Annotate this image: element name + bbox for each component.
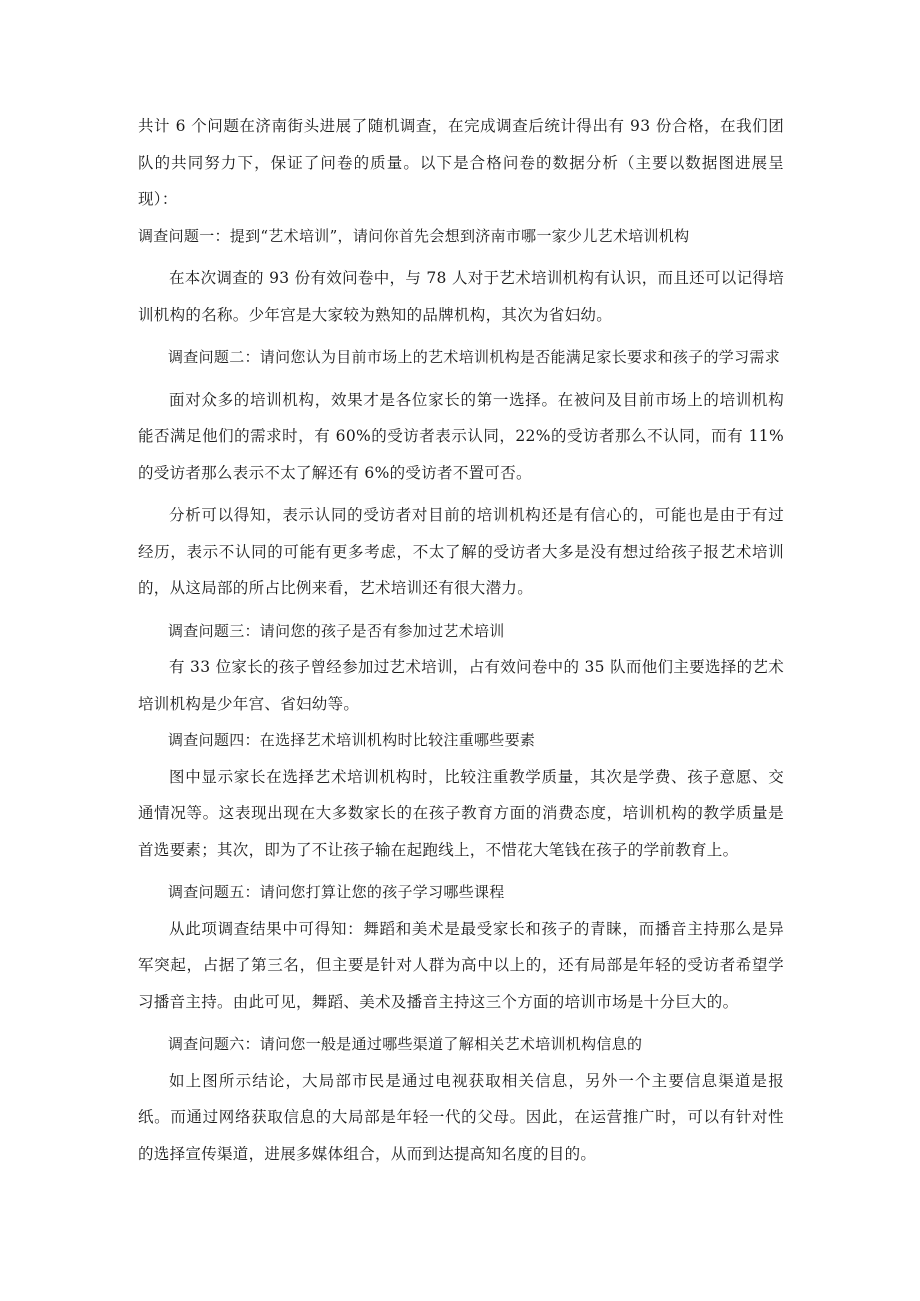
- answer-4-paragraph: 图中显示家长在选择艺术培训机构时，比较注重教学质量，其次是学费、孩子意愿、交通情况等。这表现出现在大多数家长的在孩子教育方面的消费态度，培训机构的教学质量是首选要素；其次，即为了不让孩子输在起跑线上，不惜花大笔钱在孩子的学前教育上。: [138, 767, 784, 859]
- question-3-heading: 调查问题三：请问您的孩子是否有参加过艺术培训: [168, 621, 505, 640]
- answer-2-paragraph: 面对众多的培训机构，效果才是各位家长的第一选择。在被问及目前市场上的培训机构能否满足他们的需求时，有 60%的受访者表示认同，22%的受访者那么不认同，而有 11%的受访者那么表示不太了解还有 6%的受访者不置可否。: [138, 390, 784, 482]
- analysis-2-paragraph: 分析可以得知，表示认同的受访者对目前的培训机构还是有信心的，可能也是由于有过经历，表示不认同的可能有更多考虑，不太了解的受访者大多是没有想过给孩子报艺术培训的，从这局部的所占比例来看，艺术培训还有很大潜力。: [138, 506, 784, 597]
- document-page: [138, 108, 784, 1172]
- question-4-heading: 调查问题四：在选择艺术培训机构时比较注重哪些要素: [168, 731, 536, 749]
- question-2-heading: 调查问题二：请问您认为目前市场上的艺术培训机构是否能满足家长要求和孩子的学习需求: [168, 348, 781, 366]
- question-1-heading: 调查问题一：提到“艺术培训”，请问你首先会想到济南市哪一家少儿艺术培训机构: [138, 226, 690, 245]
- answer-3-paragraph: 有 33 位家长的孩子曾经参加过艺术培训，占有效问卷中的 35 队而他们主要选择的艺术培训机构是少年宫、省妇幼等。: [138, 658, 784, 713]
- question-5-heading: 调查问题五：请问您打算让您的孩子学习哪些课程: [168, 883, 505, 901]
- answer-5-paragraph: 从此项调查结果中可得知：舞蹈和美术是最受家长和孩子的青睐，而播音主持那么是异军突起，占据了第三名，但主要是针对人群为高中以上的，还有局部是年轻的受访者希望学习播音主持。由此可见，舞蹈、美术及播音主持这三个方面的培训市场是十分巨大的。: [138, 919, 784, 1011]
- answer-6-paragraph: 如上图所示结论，大局部市民是通过电视获取相关信息，另外一个主要信息渠道是报纸。而通过网络获取信息的大局部是年轻一代的父母。因此，在运营推广时，可以有针对性的选择宣传渠道，进展多媒体组合，从而到达提高知名度的目的。: [138, 1071, 784, 1163]
- question-6-heading: 调查问题六：请问您一般是通过哪些渠道了解相关艺术培训机构信息的: [168, 1035, 643, 1053]
- intro-paragraph: 共计 6 个问题在济南街头进展了随机调查，在完成调查后统计得出有 93 份合格，在我们团队的共同努力下，保证了问卷的质量。以下是合格问卷的数据分析（主要以数据图进展呈现）：: [138, 117, 784, 208]
- answer-1-paragraph: 在本次调查的 93 份有效问卷中，与 78 人对于艺术培训机构有认识，而且还可以记得培训机构的名称。少年宫是大家较为熟知的品牌机构，其次为省妇幼。: [138, 269, 784, 324]
